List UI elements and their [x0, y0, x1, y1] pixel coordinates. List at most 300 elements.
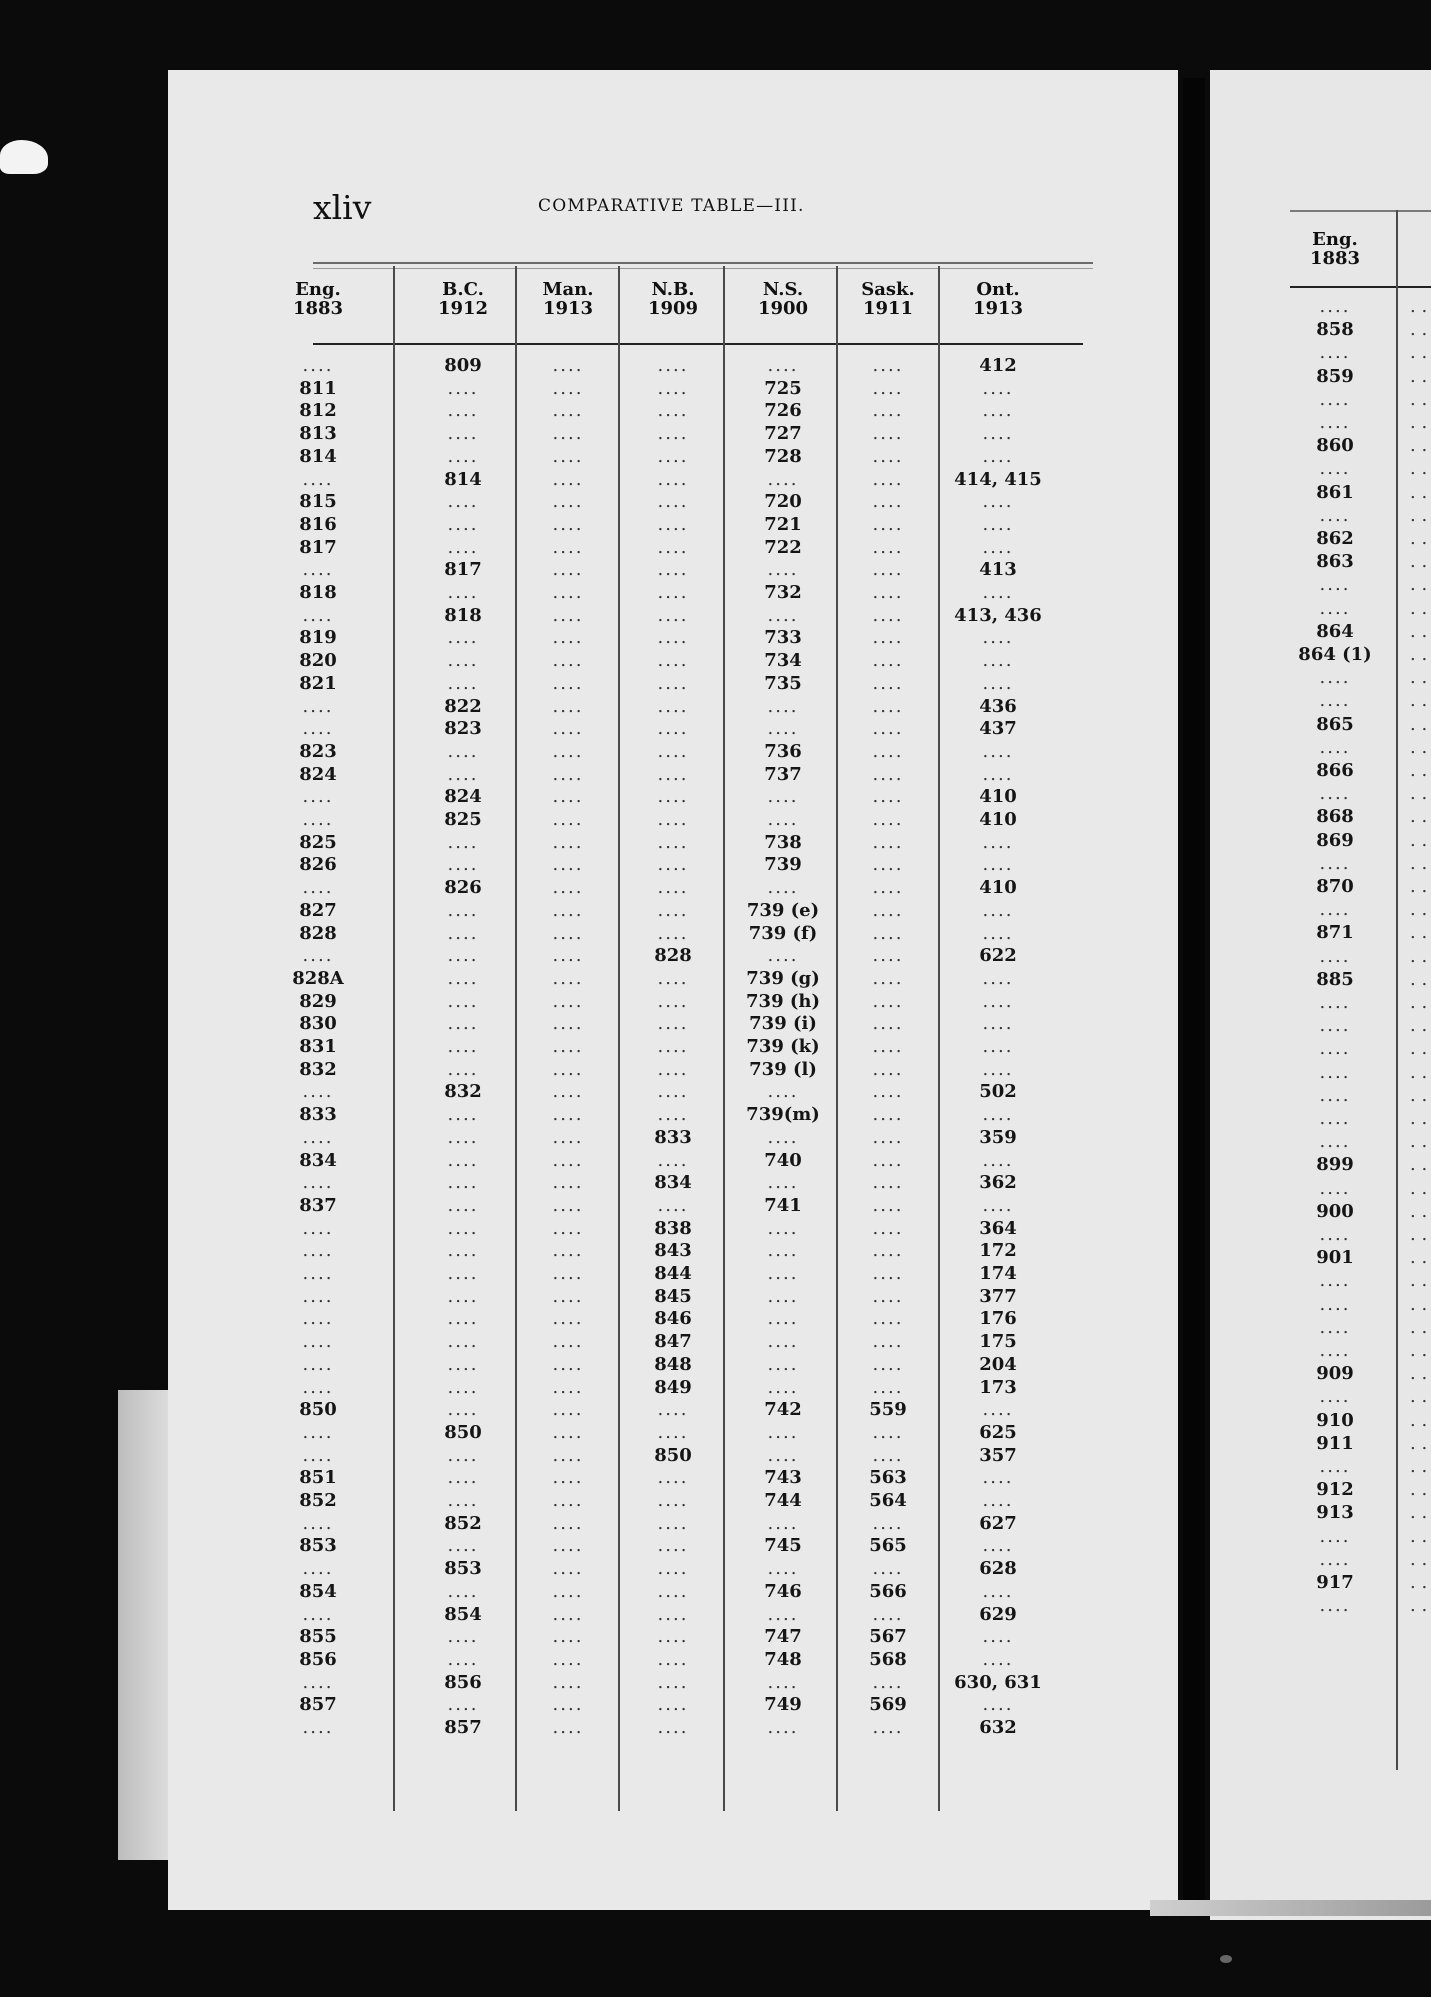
- table-cell: 743: [764, 1467, 802, 1489]
- leader-dots: ....: [657, 763, 689, 785]
- leader-dots: ....: [872, 445, 904, 467]
- leader-dots: ....: [872, 513, 904, 535]
- leader-dots: ....: [982, 1036, 1014, 1057]
- leader-dots: ....: [552, 1512, 584, 1534]
- right-edge-dots: . .: [1410, 760, 1428, 781]
- leader-dots: ....: [982, 1580, 1014, 1602]
- right-edge-dots: . .: [1410, 504, 1428, 526]
- leader-dots: ....: [552, 355, 584, 376]
- leader-dots: ....: [657, 990, 689, 1012]
- leader-dots: ....: [552, 1580, 584, 1602]
- leader-dots: ....: [552, 990, 584, 1012]
- leader-dots: ....: [982, 1490, 1014, 1511]
- table-cell: 838: [654, 1217, 692, 1239]
- right-edge-dots: . .: [1410, 876, 1428, 897]
- leader-dots: ....: [657, 1694, 689, 1716]
- leader-dots: ....: [552, 945, 584, 967]
- leader-dots: ....: [657, 1671, 689, 1693]
- table-cell: 913: [1316, 1502, 1354, 1524]
- leader-dots: ....: [302, 1512, 334, 1534]
- leader-dots: ....: [872, 1172, 904, 1194]
- leader-dots: ....: [552, 1648, 584, 1670]
- leader-dots: ....: [982, 672, 1014, 694]
- leader-dots: ....: [552, 1421, 584, 1443]
- table-cell: 725: [764, 377, 802, 399]
- leader-dots: ....: [872, 423, 904, 445]
- table-cell: 900: [1316, 1200, 1354, 1222]
- table-cell: 826: [299, 854, 337, 876]
- table-cell: 865: [1316, 713, 1354, 735]
- table-cell: 414, 415: [954, 468, 1042, 490]
- leader-dots: ....: [1319, 388, 1351, 410]
- header-rule: [313, 343, 1083, 345]
- leader-dots: ....: [447, 1399, 479, 1421]
- leader-dots: ....: [657, 1036, 689, 1057]
- leader-dots: ....: [302, 1603, 334, 1625]
- leader-dots: ....: [657, 718, 689, 740]
- leader-dots: ....: [447, 672, 479, 694]
- leader-dots: ....: [447, 513, 479, 535]
- leader-dots: ....: [447, 1149, 479, 1171]
- leader-dots: ....: [302, 1444, 334, 1466]
- right-edge-dots: . .: [1410, 1502, 1428, 1524]
- table-cell: 740: [764, 1149, 802, 1171]
- leader-dots: ....: [767, 718, 799, 740]
- leader-dots: ....: [552, 1172, 584, 1194]
- table-cell: 502: [979, 1081, 1017, 1103]
- leader-dots: ....: [552, 1694, 584, 1716]
- table-cell: 850: [444, 1421, 482, 1443]
- leader-dots: ....: [1319, 1548, 1351, 1570]
- leader-dots: ....: [1319, 1038, 1351, 1060]
- leader-dots: ....: [1319, 1525, 1351, 1547]
- right-edge-dots: . .: [1410, 667, 1428, 689]
- table-cell: 748: [764, 1648, 802, 1670]
- leader-dots: ....: [657, 1717, 689, 1738]
- table-cell: 722: [764, 536, 802, 558]
- leader-dots: ....: [552, 1399, 584, 1421]
- leader-dots: ....: [872, 468, 904, 490]
- leader-dots: ....: [872, 695, 904, 717]
- leader-dots: ....: [552, 582, 584, 603]
- leader-dots: ....: [552, 1558, 584, 1580]
- leader-dots: ....: [657, 831, 689, 853]
- table-cell: 625: [979, 1421, 1017, 1443]
- right-edge-dots: . .: [1410, 968, 1428, 990]
- table-cell: 630, 631: [954, 1671, 1042, 1693]
- leader-dots: ....: [872, 1194, 904, 1216]
- table-cell: 859: [1316, 365, 1354, 387]
- leader-dots: ....: [1319, 1386, 1351, 1408]
- leader-dots: ....: [872, 377, 904, 399]
- leader-dots: ....: [552, 1535, 584, 1557]
- leader-dots: ....: [1319, 1177, 1351, 1199]
- leader-dots: ....: [447, 1036, 479, 1057]
- leader-dots: ....: [1319, 783, 1351, 805]
- leader-dots: ....: [302, 1671, 334, 1693]
- table-cell: 734: [764, 650, 802, 672]
- table-cell: 829: [299, 990, 337, 1012]
- leader-dots: ....: [447, 1104, 479, 1126]
- leader-dots: ....: [447, 1263, 479, 1284]
- leader-dots: ....: [982, 1149, 1014, 1171]
- leader-dots: ....: [872, 1444, 904, 1466]
- table-cell: 833: [299, 1104, 337, 1126]
- leader-dots: ....: [767, 355, 799, 376]
- right-edge-dots: . .: [1410, 713, 1428, 735]
- table-cell: 720: [764, 491, 802, 513]
- table-cell: 825: [444, 809, 482, 830]
- leader-dots: ....: [1319, 342, 1351, 364]
- table-cell: 845: [654, 1285, 692, 1307]
- table-cell: 863: [1316, 551, 1354, 573]
- leader-dots: ....: [447, 400, 479, 422]
- leader-dots: ....: [767, 604, 799, 626]
- leader-dots: ....: [552, 831, 584, 853]
- leader-dots: ....: [767, 1285, 799, 1307]
- table-cell: 726: [764, 400, 802, 422]
- leader-dots: ....: [447, 491, 479, 513]
- table-cell: 866: [1316, 760, 1354, 781]
- right-edge-dots: . .: [1410, 388, 1428, 410]
- table-cell: 832: [299, 1058, 337, 1080]
- table-cell: 739 (i): [749, 1013, 817, 1035]
- table-cell: 172: [979, 1240, 1017, 1262]
- right-edge-dots: . .: [1410, 435, 1428, 457]
- leader-dots: ....: [1319, 504, 1351, 526]
- leader-dots: ....: [302, 1240, 334, 1262]
- leader-dots: ....: [447, 740, 479, 762]
- leader-dots: ....: [552, 1717, 584, 1738]
- table-cell: 739 (e): [746, 899, 820, 921]
- table-cell: 733: [764, 627, 802, 649]
- table-cell: 885: [1316, 968, 1354, 990]
- leader-dots: ....: [872, 559, 904, 581]
- leader-dots: ....: [767, 1263, 799, 1284]
- column-header: [738, 280, 828, 318]
- leader-dots: ....: [552, 377, 584, 399]
- book-gutter: [1183, 78, 1205, 1910]
- leader-dots: ....: [552, 1285, 584, 1307]
- leader-dots: ....: [552, 1490, 584, 1511]
- table-cell: 917: [1316, 1572, 1354, 1593]
- right-edge-dots: . .: [1410, 481, 1428, 503]
- column-header-line2: 1900: [757, 298, 809, 319]
- leader-dots: ....: [447, 1444, 479, 1466]
- leader-dots: ....: [552, 877, 584, 899]
- leader-dots: ....: [872, 1376, 904, 1398]
- leader-dots: ....: [982, 1626, 1014, 1648]
- right-edge-dots: . .: [1410, 1293, 1428, 1315]
- right-edge-dots: . .: [1410, 945, 1428, 967]
- table-cell: 413, 436: [954, 604, 1042, 626]
- leader-dots: ....: [657, 967, 689, 989]
- leader-dots: ....: [302, 1421, 334, 1443]
- table-cell: 735: [764, 672, 802, 694]
- right-edge-dots: . .: [1410, 597, 1428, 619]
- table-cell: 410: [979, 877, 1017, 899]
- leader-dots: ....: [982, 1058, 1014, 1080]
- leader-dots: ....: [447, 854, 479, 876]
- leader-dots: ....: [872, 355, 904, 376]
- table-cell: 848: [654, 1353, 692, 1375]
- leader-dots: ....: [657, 1558, 689, 1580]
- right-edge-dots: . .: [1410, 736, 1428, 758]
- leader-dots: ....: [657, 1081, 689, 1103]
- leader-dots: ....: [657, 650, 689, 672]
- leader-dots: ....: [302, 695, 334, 717]
- table-cell: 828: [299, 922, 337, 944]
- column-header-line1: B.C.: [442, 279, 484, 300]
- leader-dots: ....: [872, 763, 904, 785]
- leader-dots: ....: [447, 967, 479, 989]
- table-cell: 738: [764, 831, 802, 853]
- leader-dots: ....: [982, 650, 1014, 672]
- leader-dots: ....: [552, 1013, 584, 1035]
- leader-dots: ....: [872, 809, 904, 830]
- leader-dots: ....: [1319, 690, 1351, 712]
- leader-dots: ....: [447, 1353, 479, 1375]
- table-cell: 851: [299, 1467, 337, 1489]
- right-edge-dots: . .: [1410, 458, 1428, 480]
- right-header-rule: [1290, 286, 1431, 288]
- table-cell: 739 (l): [749, 1058, 817, 1080]
- right-edge-dots: . .: [1410, 1247, 1428, 1269]
- table-cell: 629: [979, 1603, 1017, 1625]
- leader-dots: ....: [767, 1421, 799, 1443]
- leader-dots: ....: [447, 1308, 479, 1330]
- leader-dots: ....: [872, 1603, 904, 1625]
- leader-dots: ....: [447, 1285, 479, 1307]
- table-cell: 437: [979, 718, 1017, 740]
- table-cell: 846: [654, 1308, 692, 1330]
- leader-dots: ....: [657, 1626, 689, 1648]
- leader-dots: ....: [767, 1172, 799, 1194]
- table-cell: 176: [979, 1308, 1017, 1330]
- leader-dots: ....: [447, 377, 479, 399]
- leader-dots: ....: [447, 831, 479, 853]
- table-cell: 854: [444, 1603, 482, 1625]
- top-rule-thin: [313, 268, 1093, 269]
- leader-dots: ....: [657, 786, 689, 808]
- table-cell: 901: [1316, 1247, 1354, 1269]
- leader-dots: ....: [872, 604, 904, 626]
- leader-dots: ....: [767, 1217, 799, 1239]
- table-cell: 844: [654, 1263, 692, 1284]
- leader-dots: ....: [872, 854, 904, 876]
- right-edge-dots: . .: [1410, 783, 1428, 805]
- table-cell: 410: [979, 786, 1017, 808]
- table-cell: 860: [1316, 435, 1354, 457]
- leader-dots: ....: [872, 922, 904, 944]
- leader-dots: ....: [302, 1172, 334, 1194]
- table-cell: 564: [869, 1490, 907, 1511]
- left-page: [168, 70, 1178, 1910]
- table-cell: 834: [299, 1149, 337, 1171]
- table-cell: 732: [764, 582, 802, 603]
- leader-dots: ....: [1319, 1131, 1351, 1153]
- leader-dots: ....: [447, 1490, 479, 1511]
- leader-dots: ....: [1319, 852, 1351, 874]
- right-edge-dots: . .: [1410, 1015, 1428, 1037]
- column-header: [523, 280, 613, 318]
- leader-dots: ....: [982, 582, 1014, 603]
- right-edge-dots: . .: [1410, 690, 1428, 712]
- leader-dots: ....: [767, 1308, 799, 1330]
- table-cell: 871: [1316, 922, 1354, 944]
- leader-dots: ....: [872, 831, 904, 853]
- right-edge-dots: . .: [1410, 1270, 1428, 1292]
- right-edge-dots: . .: [1410, 1061, 1428, 1083]
- leader-dots: ....: [1319, 412, 1351, 433]
- leader-dots: ....: [552, 967, 584, 989]
- leader-dots: ....: [657, 445, 689, 467]
- leader-dots: ....: [447, 1376, 479, 1398]
- leader-dots: ....: [552, 1331, 584, 1353]
- leader-dots: ....: [447, 627, 479, 649]
- leader-dots: ....: [1319, 1456, 1351, 1477]
- leader-dots: ....: [872, 1331, 904, 1353]
- leader-dots: ....: [982, 1694, 1014, 1716]
- leader-dots: ....: [982, 1399, 1014, 1421]
- leader-dots: ....: [447, 1694, 479, 1716]
- leader-dots: ....: [552, 672, 584, 694]
- leader-dots: ....: [657, 922, 689, 944]
- leader-dots: ....: [657, 1421, 689, 1443]
- table-cell: 857: [444, 1717, 482, 1738]
- leader-dots: ....: [872, 1421, 904, 1443]
- table-cell: 824: [299, 763, 337, 785]
- leader-dots: ....: [767, 695, 799, 717]
- right-edge-dots: . .: [1410, 1177, 1428, 1199]
- leader-dots: ....: [1319, 1270, 1351, 1292]
- table-cell: 739(m): [746, 1104, 820, 1126]
- table-cell: 728: [764, 445, 802, 467]
- leader-dots: ....: [872, 967, 904, 989]
- leader-dots: ....: [767, 1444, 799, 1466]
- table-cell: 739 (g): [746, 967, 820, 989]
- column-header-line1: Ont.: [976, 279, 1020, 300]
- table-cell: 817: [299, 536, 337, 558]
- leader-dots: ....: [982, 922, 1014, 944]
- leader-dots: ....: [982, 967, 1014, 989]
- leader-dots: ....: [872, 1558, 904, 1580]
- leader-dots: ....: [302, 468, 334, 490]
- table-cell: 747: [764, 1626, 802, 1648]
- leader-dots: ....: [982, 831, 1014, 853]
- table-cell: 825: [299, 831, 337, 853]
- table-cell: 856: [299, 1648, 337, 1670]
- leader-dots: ....: [447, 1058, 479, 1080]
- right-edge-dots: . .: [1410, 1363, 1428, 1385]
- leader-dots: ....: [552, 809, 584, 830]
- table-cell: 204: [979, 1353, 1017, 1375]
- right-edge-dots: . .: [1410, 1525, 1428, 1547]
- page-number: xliv: [313, 188, 372, 227]
- leader-dots: ....: [447, 899, 479, 921]
- right-edge-dots: . .: [1410, 806, 1428, 828]
- leader-dots: ....: [872, 1217, 904, 1239]
- leader-dots: ....: [657, 854, 689, 876]
- table-cell: 736: [764, 740, 802, 762]
- table-cell: 749: [764, 1694, 802, 1716]
- scan-speck: [1220, 1955, 1232, 1963]
- column-header-line2: 1909: [647, 298, 699, 319]
- right-edge-dots: . .: [1410, 644, 1428, 665]
- column-header: [843, 280, 933, 318]
- leader-dots: ....: [552, 1376, 584, 1398]
- table-cell: 899: [1316, 1154, 1354, 1176]
- leader-dots: ....: [982, 899, 1014, 921]
- table-cell: 812: [299, 400, 337, 422]
- right-edge-dots: . .: [1410, 1224, 1428, 1245]
- leader-dots: ....: [552, 1444, 584, 1466]
- leader-dots: ....: [982, 491, 1014, 513]
- leader-dots: ....: [302, 945, 334, 967]
- leader-dots: ....: [657, 1580, 689, 1602]
- right-edge-dots: . .: [1410, 1316, 1428, 1338]
- leader-dots: ....: [767, 1512, 799, 1534]
- table-cell: 811: [299, 377, 337, 399]
- table-cell: 362: [979, 1172, 1017, 1194]
- leader-dots: ....: [657, 672, 689, 694]
- leader-dots: ....: [657, 1013, 689, 1035]
- leader-dots: ....: [767, 786, 799, 808]
- column-header-line2: 1913: [542, 298, 594, 319]
- column-header-line2: 1913: [972, 298, 1024, 319]
- leader-dots: ....: [447, 650, 479, 672]
- leader-dots: ....: [982, 423, 1014, 445]
- leader-dots: ....: [767, 945, 799, 967]
- table-cell: 742: [764, 1399, 802, 1421]
- leader-dots: ....: [657, 1058, 689, 1080]
- leader-dots: ....: [872, 400, 904, 422]
- leader-dots: ....: [872, 1149, 904, 1171]
- table-cell: 821: [299, 672, 337, 694]
- table-cell: 410: [979, 809, 1017, 830]
- table-cell: 568: [869, 1648, 907, 1670]
- table-cell: 627: [979, 1512, 1017, 1534]
- table-cell: 854: [299, 1580, 337, 1602]
- table-cell: 823: [444, 718, 482, 740]
- leader-dots: ....: [552, 445, 584, 467]
- leader-dots: ....: [982, 1467, 1014, 1489]
- table-cell: 847: [654, 1331, 692, 1353]
- leader-dots: ....: [872, 1126, 904, 1148]
- leader-dots: ....: [552, 1126, 584, 1148]
- leader-dots: ....: [982, 536, 1014, 558]
- leader-dots: ....: [552, 786, 584, 808]
- leader-dots: ....: [447, 1626, 479, 1648]
- leader-dots: ....: [447, 763, 479, 785]
- leader-dots: ....: [552, 1603, 584, 1625]
- leader-dots: ....: [657, 377, 689, 399]
- table-cell: 746: [764, 1580, 802, 1602]
- leader-dots: ....: [302, 355, 334, 376]
- leader-dots: ....: [552, 1671, 584, 1693]
- right-edge-dots: . .: [1410, 319, 1428, 341]
- leader-dots: ....: [657, 1149, 689, 1171]
- leader-dots: ....: [872, 1263, 904, 1284]
- leader-dots: ....: [767, 1081, 799, 1103]
- column-header-line1: N.B.: [651, 279, 695, 300]
- leader-dots: ....: [872, 536, 904, 558]
- right-column-line: [1396, 210, 1398, 1770]
- table-cell: 870: [1316, 876, 1354, 897]
- leader-dots: ....: [552, 1217, 584, 1239]
- leader-dots: ....: [1319, 574, 1351, 596]
- leader-dots: ....: [552, 468, 584, 490]
